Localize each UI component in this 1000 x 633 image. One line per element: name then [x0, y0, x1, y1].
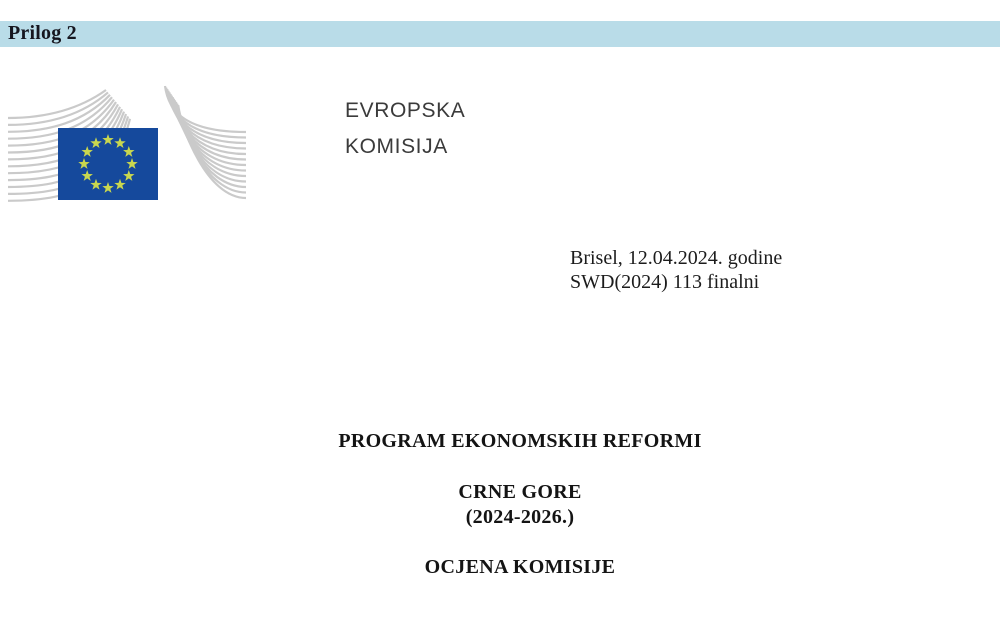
- reference-number-line: SWD(2024) 113 finalni: [570, 271, 760, 293]
- eu-flag-icon: [58, 128, 158, 200]
- title-program: PROGRAM EKONOMSKIH REFORMI: [338, 430, 702, 452]
- ec-ribbon-right-icon: [165, 86, 246, 198]
- commission-name: [345, 93, 465, 165]
- annex-label: Prilog 2: [8, 22, 77, 44]
- title-assessment: OCJENA KOMISIJE: [424, 556, 616, 578]
- annex-header-bar: [0, 21, 1000, 47]
- title-years: (2024-2026.): [465, 506, 575, 528]
- commission-name-line2: KOMISIJA: [345, 135, 448, 158]
- document-meta: [570, 246, 782, 294]
- european-commission-logo-graphic: [8, 84, 248, 206]
- european-commission-logo: [8, 84, 248, 206]
- commission-name-line1: EVROPSKA: [345, 99, 466, 122]
- title-country: CRNE GORE: [458, 481, 582, 503]
- place-date-line: Brisel, 12.04.2024. godine: [570, 247, 783, 269]
